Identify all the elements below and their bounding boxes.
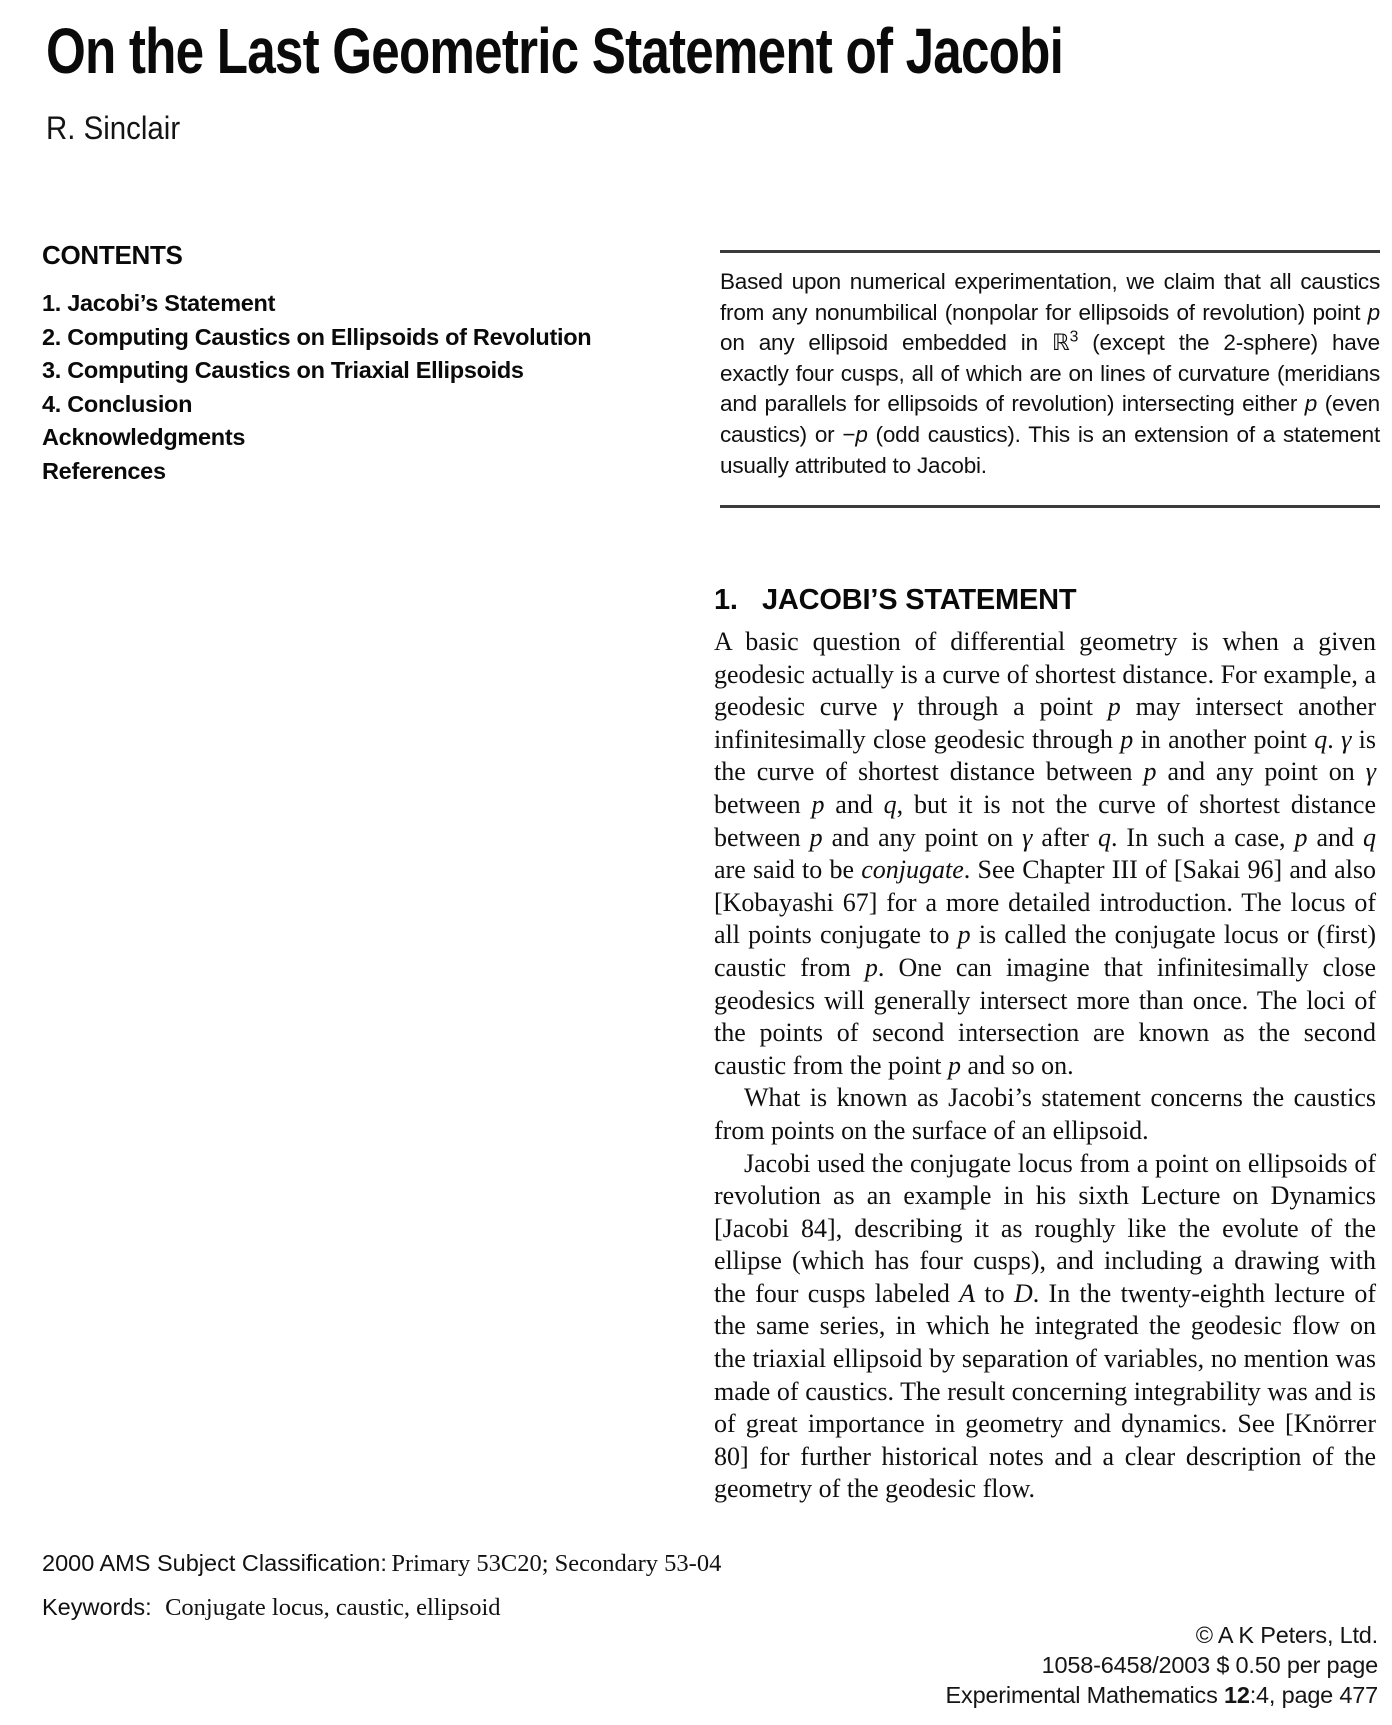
meta-block bbox=[42, 1543, 722, 1631]
body-paragraph-3: Jacobi used the conjugate locus from a point on ellipsoids of revolution as an example in his sixth Lecture on Dynamics [Jacobi 84], describing it as roughly like the evolute of the ellipse (which has four cusps), and including a drawing with the four cusps labeled A to D. In the twenty-eighth lecture of the same series, in which he integrated the geodesic flow on the triaxial ellipsoid by separation of variables, no mention was made of caustics. The result concerning integrability was and is of great importance in geometry and dynamics. See [Knörrer 80] for further historical notes and a clear description of the geometry of the geodesic flow. bbox=[714, 1148, 1376, 1504]
ams-classification-label: 2000 AMS Subject Classification: bbox=[42, 1550, 387, 1576]
ams-classification-line bbox=[42, 1543, 722, 1587]
keywords-value: Conjugate locus, caustic, ellipsoid bbox=[165, 1594, 501, 1621]
contents-heading: CONTENTS bbox=[42, 240, 183, 270]
abstract-text: Based upon numerical experimentation, we claim that all caustics from any nonumbilical (nonpolar for ellipsoids of revolution) point p on any ellipsoid embedded in ℝ$^3$ (except the 2-sphere) have exactly four cusps, all of which are on lines of curvature (meridians and parallels for ellipsoids of revolution) intersecting either p (even caustics) or −p (odd caustics). This is an extension of a statement usually attributed to Jacobi. bbox=[720, 269, 1380, 478]
footer-issn: 1058-6458/2003 $ 0.50 per page bbox=[1041, 1652, 1378, 1678]
contents-item-computing-caustics-revolution: 2. Computing Caustics on Ellipsoids of Revolution bbox=[42, 323, 592, 350]
contents-item-acknowledgments: Acknowledgments bbox=[42, 424, 246, 450]
section-number: 1. bbox=[714, 584, 738, 616]
footer-copyright: © A K Peters, Ltd. bbox=[1195, 1622, 1378, 1648]
paper-title: On the Last Geometric Statement of Jacobi bbox=[46, 15, 1064, 87]
author-name: R. Sinclair bbox=[46, 110, 181, 146]
body-paragraph-1: A basic question of differential geometry is when a given geodesic actually is a curve of shortest distance. For example, a geodesic curve γ through a point p may intersect another infinitesimally close geodesic through p in another point q. γ is the curve of shortest distance between p and any point on γ between p and q, but it is not the curve of shortest distance between p and any point on γ after q. In such a case, p and q are said to be conjugate. See Chapter III of [Sakai 96] and also [Kobayashi 67] for a more detailed introduction. The locus of all points conjugate to p is called the conjugate locus or (first) caustic from p. One can imagine that infinitesimally close geodesics will generally intersect more than once. The loci of the points of second intersection are known as the second caustic from the point p and so on. bbox=[714, 627, 1377, 1080]
section-title: JACOBI’S STATEMENT bbox=[762, 584, 1077, 616]
ams-classification-value: Primary 53C20; Secondary 53-04 bbox=[391, 1550, 722, 1577]
contents-item-references: References bbox=[42, 457, 166, 484]
body-paragraph-2: What is known as Jacobi’s statement concerns the caustics from points on the surface of an ellipsoid. bbox=[714, 1083, 1376, 1145]
contents-item-computing-caustics-triaxial: 3. Computing Caustics on Triaxial Ellipsoids bbox=[42, 357, 524, 383]
keywords-line bbox=[42, 1587, 682, 1631]
contents-item-conclusion: 4. Conclusion bbox=[42, 390, 193, 417]
contents-item-jacobis-statement: 1. Jacobi’s Statement bbox=[42, 290, 276, 316]
abstract-rule-top bbox=[720, 250, 1380, 253]
footer-journal: Experimental Mathematics 12:4, page 477 bbox=[945, 1682, 1378, 1708]
section-heading bbox=[714, 584, 1378, 617]
footer bbox=[720, 1620, 1378, 1710]
keywords-label: Keywords: bbox=[42, 1594, 152, 1620]
contents-section bbox=[42, 240, 662, 488]
article-body bbox=[714, 626, 1376, 1506]
abstract-rule-bottom bbox=[720, 505, 1380, 508]
